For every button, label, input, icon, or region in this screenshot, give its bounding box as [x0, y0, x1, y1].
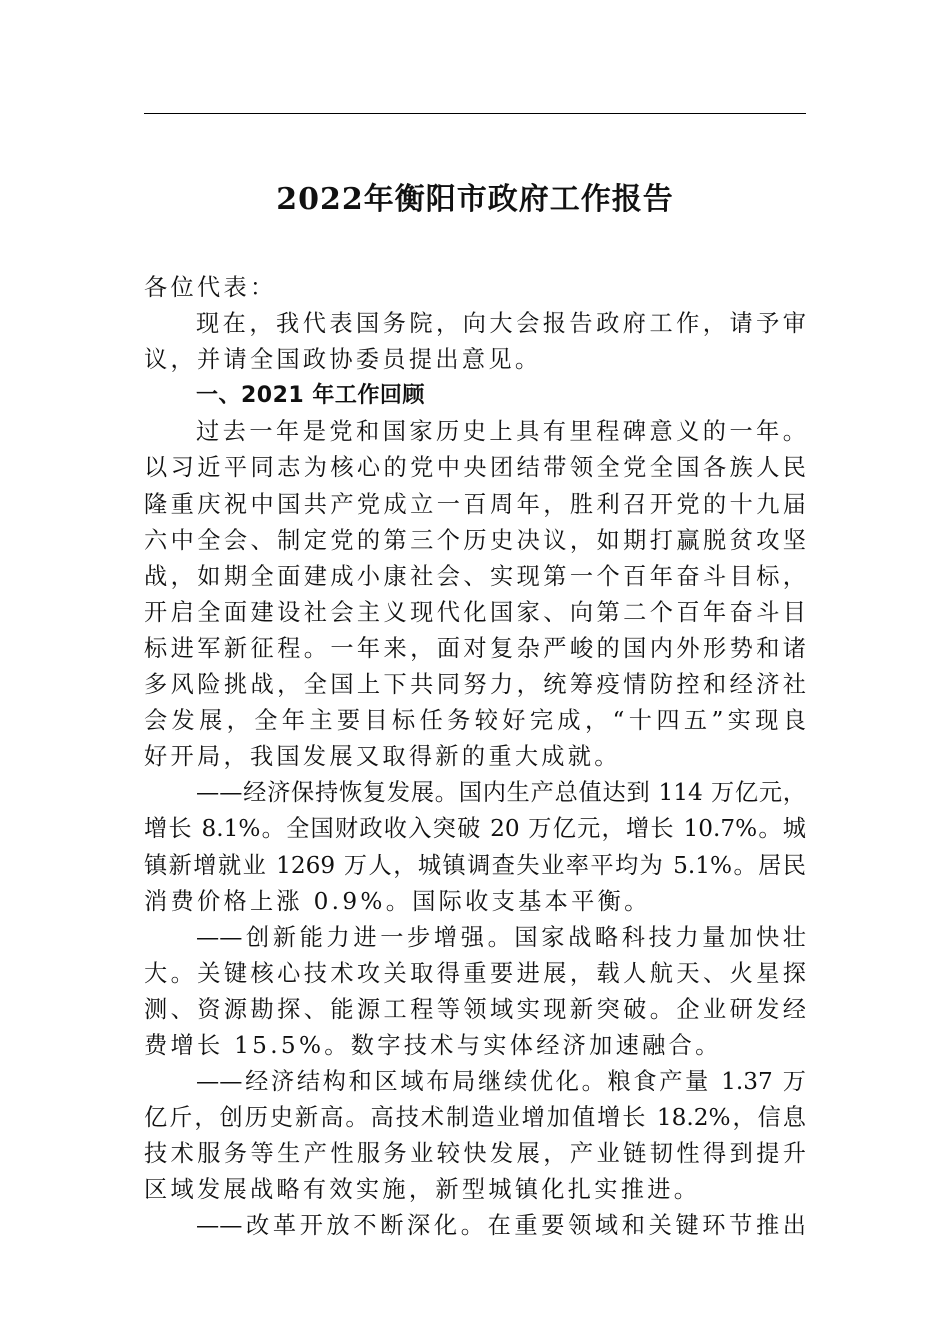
body-line: ——经济结构和区域布局继续优化。粮食产量 1.37 万 — [196, 1068, 806, 1096]
body-line: 多风险挑战，全国上下共同努力，统筹疫情防控和经济社 — [144, 671, 806, 699]
body-line: 以习近平同志为核心的党中央团结带领全党全国各族人民 — [144, 454, 806, 482]
header-rule — [144, 113, 806, 114]
body-line: 开启全面建设社会主义现代化国家、向第二个百年奋斗目 — [144, 598, 806, 626]
section-heading: 一、2021 年工作回顾 — [196, 383, 425, 409]
body-line: 六中全会、制定党的第三个历史决议，如期打赢脱贫攻坚 — [144, 526, 806, 554]
body-line: 会发展，全年主要目标任务较好完成，“十四五”实现良 — [144, 707, 806, 735]
body-line: 好开局，我国发展又取得新的重大成就。 — [144, 743, 621, 771]
body-line: ——经济保持恢复发展。国内生产总值达到 114 万亿元， — [196, 779, 806, 807]
body-line: 测、资源勘探、能源工程等领域实现新突破。企业研发经 — [144, 995, 806, 1023]
body-line: 战，如期全面建成小康社会、实现第一个百年奋斗目标， — [144, 562, 806, 590]
body-line: 各位代表： — [144, 274, 277, 301]
body-line: 标进军新征程。一年来，面对复杂严峻的国内外形势和诸 — [144, 634, 806, 662]
body-line: 技术服务等生产性服务业较快发展，产业链韧性得到提升 — [144, 1140, 806, 1168]
body-line: 现在，我代表国务院，向大会报告政府工作，请予审 — [196, 310, 806, 338]
body-line: 镇新增就业 1269 万人，城镇调查失业率平均为 5.1%。居民 — [144, 851, 806, 879]
body-line: 过去一年是党和国家历史上具有里程碑意义的一年。 — [196, 418, 806, 446]
body-line: 大。关键核心技术攻关取得重要进展，载人航天、火星探 — [144, 959, 806, 987]
document-title: 2022年衡阳市政府工作报告 — [276, 182, 674, 217]
body-line: 隆重庆祝中国共产党成立一百周年，胜利召开党的十九届 — [144, 490, 806, 518]
document-body — [144, 270, 806, 1245]
body-line: 区域发展战略有效实施，新型城镇化扎实推进。 — [144, 1176, 701, 1204]
body-line: ——创新能力进一步增强。国家战略科技力量加快壮 — [196, 923, 806, 951]
body-line: 增长 8.1%。全国财政收入突破 20 万亿元，增长 10.7%。城 — [144, 815, 806, 843]
body-line: 消费价格上涨 0.9%。国际收支基本平衡。 — [144, 887, 651, 915]
body-line: ——改革开放不断深化。在重要领域和关键环节推出 — [196, 1212, 806, 1240]
body-line: 议，并请全国政协委员提出意见。 — [144, 346, 542, 374]
body-line: 费增长 15.5%。数字技术与实体经济加速融合。 — [144, 1031, 722, 1059]
body-line: 亿斤，创历史新高。高技术制造业增加值增长 18.2%，信息 — [144, 1104, 806, 1132]
